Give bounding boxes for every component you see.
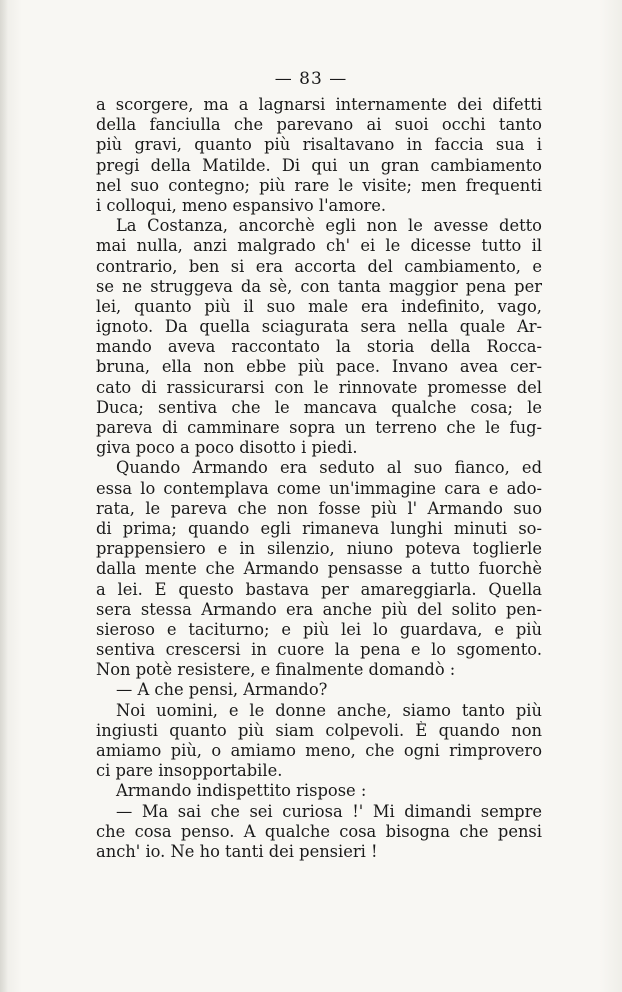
text-line: se ne struggeva da sè, con tanta maggior pena per — [96, 276, 542, 296]
text-line: anch' io. Ne ho tanti dei pensieri ! — [96, 841, 378, 861]
text-line: che cosa penso. A qualche cosa bisogna che pensi — [96, 821, 542, 841]
text-line: — Ma sai che sei curiosa !' Mi dimandi sempre — [116, 801, 542, 821]
text-line: cato di rassicurarsi con le rinnovate promesse del — [96, 377, 542, 397]
text-line: della fanciulla che parevano ai suoi occhi tanto — [96, 115, 542, 135]
text-line: mando aveva raccontato la storia della Rocca- — [96, 337, 542, 357]
text-line: mai nulla, anzi malgrado ch' ei le dicesse tutto il — [96, 236, 542, 256]
text-line: La Costanza, ancorchè egli non le avesse detto — [116, 216, 542, 236]
text-line: lei, quanto più il suo male era indefinito, vago, — [96, 296, 542, 316]
text-line: ci pare insopportabile. — [96, 761, 283, 781]
text-line: a scorgere, ma a lagnarsi internamente dei difetti — [96, 95, 542, 114]
text-line: di prima; quando egli rimaneva lunghi minuti so- — [96, 518, 542, 538]
text-line: Non potè resistere, e finalmente domandò : — [96, 660, 456, 680]
text-line: pareva di camminare sopra un terreno che le fug- — [96, 418, 542, 437]
body-text — [96, 95, 542, 862]
text-line: rata, le pareva che non fosse più l' Armando suo — [96, 498, 542, 518]
page-gutter-shadow — [0, 0, 8, 992]
text-line: Armando indispettito rispose : — [116, 781, 367, 801]
text-line: i colloqui, meno espansivo l'amore. — [96, 195, 387, 215]
text-line: bruna, ella non ebbe più pace. Invano avea cer- — [96, 357, 542, 377]
text-line: Duca; sentiva che le mancava qualche cosa; le — [96, 397, 542, 417]
text-line: sieroso e taciturno; e più lei lo guardava, e più — [96, 619, 542, 639]
text-line: giva poco a poco disotto i piedi. — [96, 438, 358, 458]
text-line: Quando Armando era seduto al suo fianco, ed — [116, 458, 542, 478]
text-line: più gravi, quanto più risaltavano in faccia sua i — [96, 135, 542, 155]
text-line: a lei. E questo bastava per amareggiarla. Quella — [96, 579, 542, 599]
page-number: — 83 — — [274, 69, 348, 89]
text-line: ignoto. Da quella sciagurata sera nella quale Ar- — [96, 317, 542, 337]
text-line: prappensiero e in silenzio, niuno poteva toglierle — [96, 539, 542, 559]
text-line: sera stessa Armando era anche più del solito pen- — [96, 599, 542, 619]
text-line: pregi della Matilde. Di qui un gran cambiamento — [96, 155, 542, 175]
text-line: dalla mente che Armando pensasse a tutto fuorchè — [96, 559, 542, 579]
text-line: nel suo contegno; più rare le visite; men frequenti — [96, 175, 542, 195]
text-line: — A che pensi, Armando? — [116, 680, 328, 700]
text-line: ingiusti quanto più siam colpevoli. È quando non — [96, 720, 542, 740]
text-line: amiamo più, o amiamo meno, che ogni rimprovero — [96, 741, 542, 760]
text-line: contrario, ben si era accorta del cambiamento, e — [96, 256, 542, 276]
text-line: Noi uomini, e le donne anche, siamo tanto più — [116, 700, 542, 720]
text-line: essa lo contemplava come un'immagine cara e ado- — [96, 478, 542, 498]
text-line: sentiva crescersi in cuore la pena e lo sgomento. — [96, 640, 542, 660]
